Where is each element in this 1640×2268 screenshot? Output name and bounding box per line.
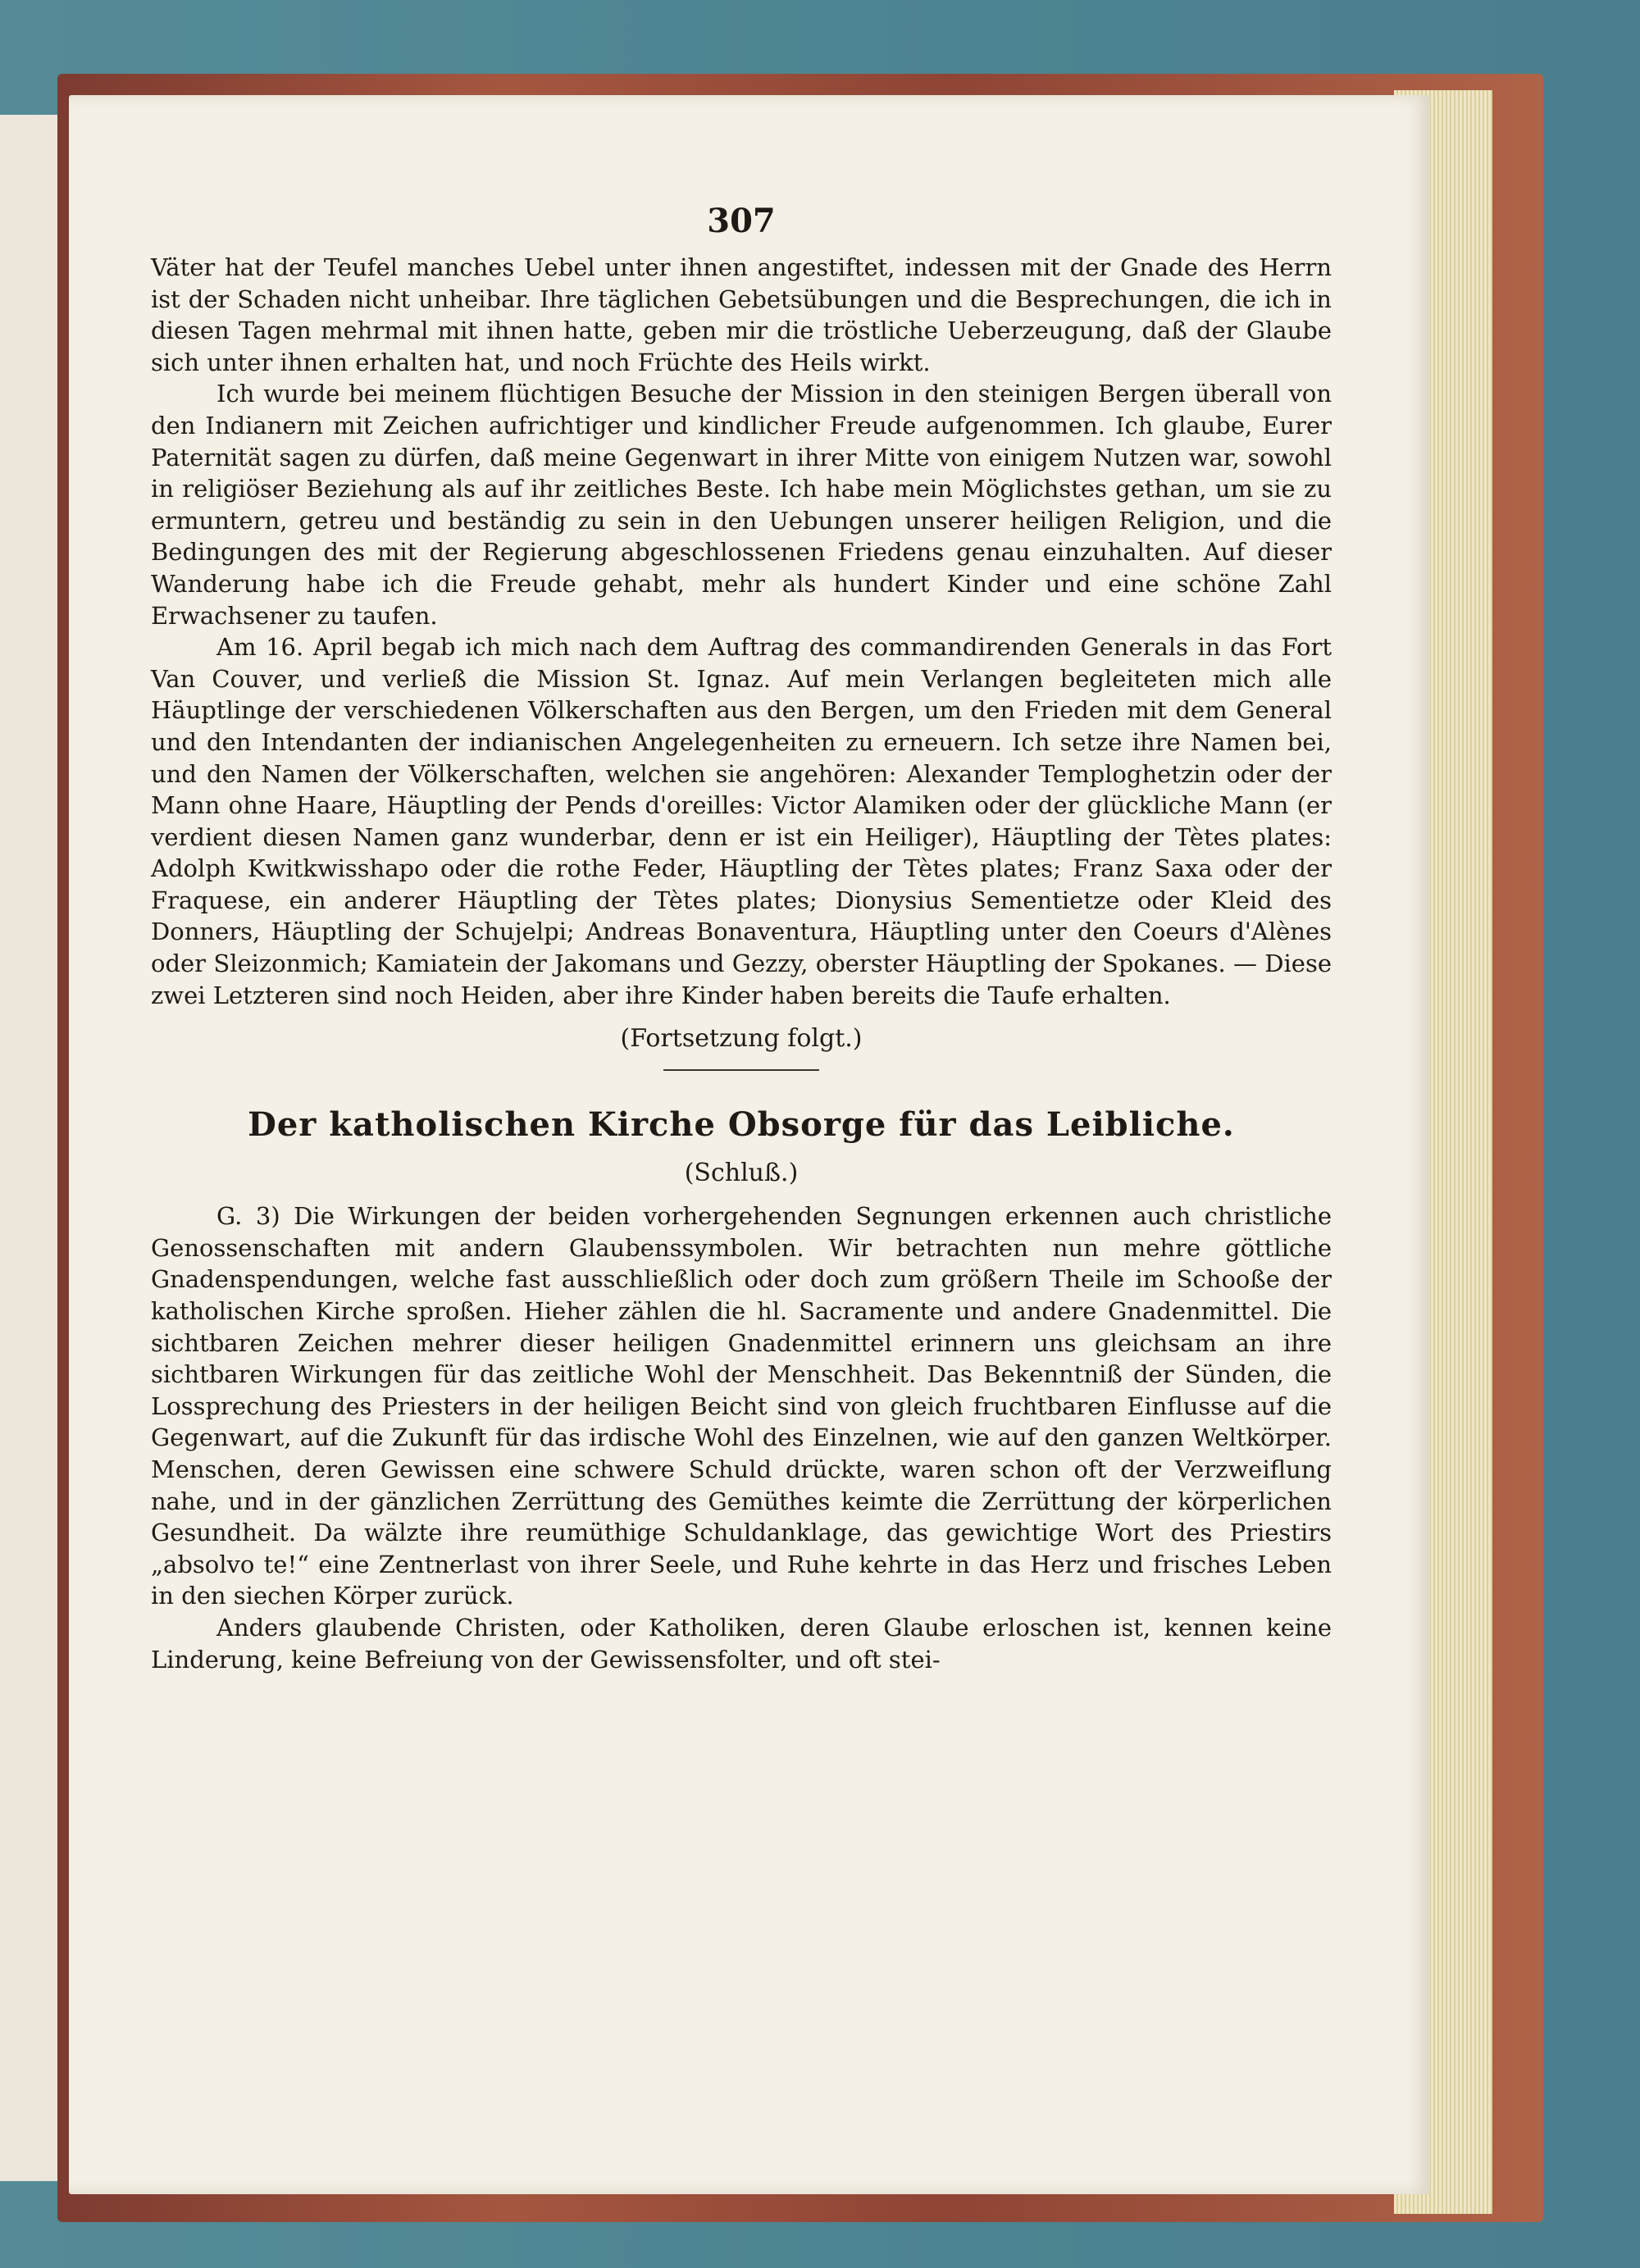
book-page <box>69 95 1430 2194</box>
paragraph: Ich wurde bei meinem flüchtigen Besuche der Mission in den steinigen Bergen überall von den Indianern mit Zeichen aufrichtiger und kindlicher Freude aufgenommen. Ich glaube, Eurer Paternität sagen zu dürfen, daß meine Gegenwart in ihrer Mitte von einigem Nutzen war, sowohl in religiöser Beziehung als auf ihr zeitliches Beste. Ich habe mein Möglichstes gethan, um sie zu ermuntern, getreu und beständig zu sein in den Uebungen unserer heiligen Religion, und die Bedingungen des mit der Regierung abgeschlossenen Friedens genau einzuhalten. Auf dieser Wanderung habe ich die Freude gehabt, mehr als hundert Kinder und eine schöne Zahl Erwachsener zu taufen. <box>151 380 1332 630</box>
section-divider <box>663 1069 819 1071</box>
page-content <box>151 202 1332 1675</box>
paragraph: Väter hat der Teufel manches Uebel unter ihnen angestiftet, indessen mit der Gnade des Herrn ist der Schaden nicht unheibar. Ihre täglichen Gebetsübungen und die Besprechungen, die ich in diesen Tagen mehrmal mit ihnen hatte, geben mir die tröstliche Ueberzeugung, daß der Glaube sich unter ihnen erhalten hat, und noch Früchte des Heils wirkt. <box>151 253 1332 376</box>
section-title: Der katholischen Kirche Obsorge für das Leibliche. <box>248 1105 1235 1145</box>
paragraph: G. 3) Die Wirkungen der beiden vorhergehenden Segnungen erkennen auch christliche Genossenschaften mit andern Glaubenssymbolen. Wir betrachten nun mehre göttliche Gnadenspendungen, welche fast ausschließlich oder doch zum größern Theile im Schooße der katholischen Kirche sproßen. Hieher zählen die hl. Sacramente und andere Gnadenmittel. Die sichtbaren Zeichen mehrer dieser heiligen Gnadenmittel erinnern uns gleichsam an ihre sichtbaren Wirkungen für das zeitliche Wohl der Menschheit. Das Bekenntniß der Sünden, die Lossprechung des Priesters in der heiligen Beicht sind von gleich fruchtbaren Einflusse auf die Gegenwart, auf die Zukunft für das irdische Wohl des Einzelnen, wie auf den ganzen Weltkörper. Menschen, deren Gewissen eine schwere Schuld drückte, waren schon oft der Verzweiflung nahe, und in der gänzlichen Zerrüttung des Gemüthes keimte die Zerrüttung der körperlichen Gesundheit. Da wälzte ihre reumüthige Schuldanklage, das gewichtige Wort des Priestirs „absolvo te!“ eine Zentnerlast von ihrer Seele, und Ruhe kehrte in das Herz und frisches Leben in den siechen Körper zurück. <box>151 1202 1332 1610</box>
continuation-note: (Fortsetzung folgt.) <box>620 1024 863 1054</box>
page-number: 307 <box>707 202 776 240</box>
paragraph: Anders glaubende Christen, oder Katholiken, deren Glaube erloschen ist, kennen keine Linderung, keine Befreiung von der Gewissensfolter, und oft stei- <box>151 1613 1332 1674</box>
paragraph: Am 16. April begab ich mich nach dem Auftrag des commandirenden Generals in das Fort Van Couver, und verließ die Mission St. Ignaz. Auf mein Verlangen begleiteten mich alle Häuptlinge der verschiedenen Völkerschaften aus den Bergen, um den Frieden mit dem General und den Intendanten der indianischen Angelegenheiten zu erneuern. Ich setze ihre Namen bei, und den Namen der Völkerschaften, welchen sie angehören: Alexander Temploghetzin oder der Mann ohne Haare, Häuptling der Pends d'oreilles: Victor Alamiken oder der glückliche Mann (er verdient diesen Namen ganz wunderbar, denn er ist ein Heiliger), Häuptling der Tètes plates: Adolph Kwitkwisshapo oder die rothe Feder, Häuptling der Tètes plates; Franz Saxa oder der Fraquese, ein anderer Häuptling der Tètes plates; Dionysius Sementietze oder Kleid des Donners, Häuptling der Schujelpi; Andreas Bonaventura, Häuptling unter den Coeurs d'Alènes oder Sleizonmich; Kamiatein der Jakomans und Gezzy, oberster Häuptling der Spokanes. — Diese zwei Letzteren sind noch Heiden, aber ihre Kinder haben bereits die Taufe erhalten. <box>151 633 1332 1009</box>
section-subtitle: (Schluß.) <box>684 1159 799 1188</box>
facing-page-edge <box>0 115 60 2181</box>
